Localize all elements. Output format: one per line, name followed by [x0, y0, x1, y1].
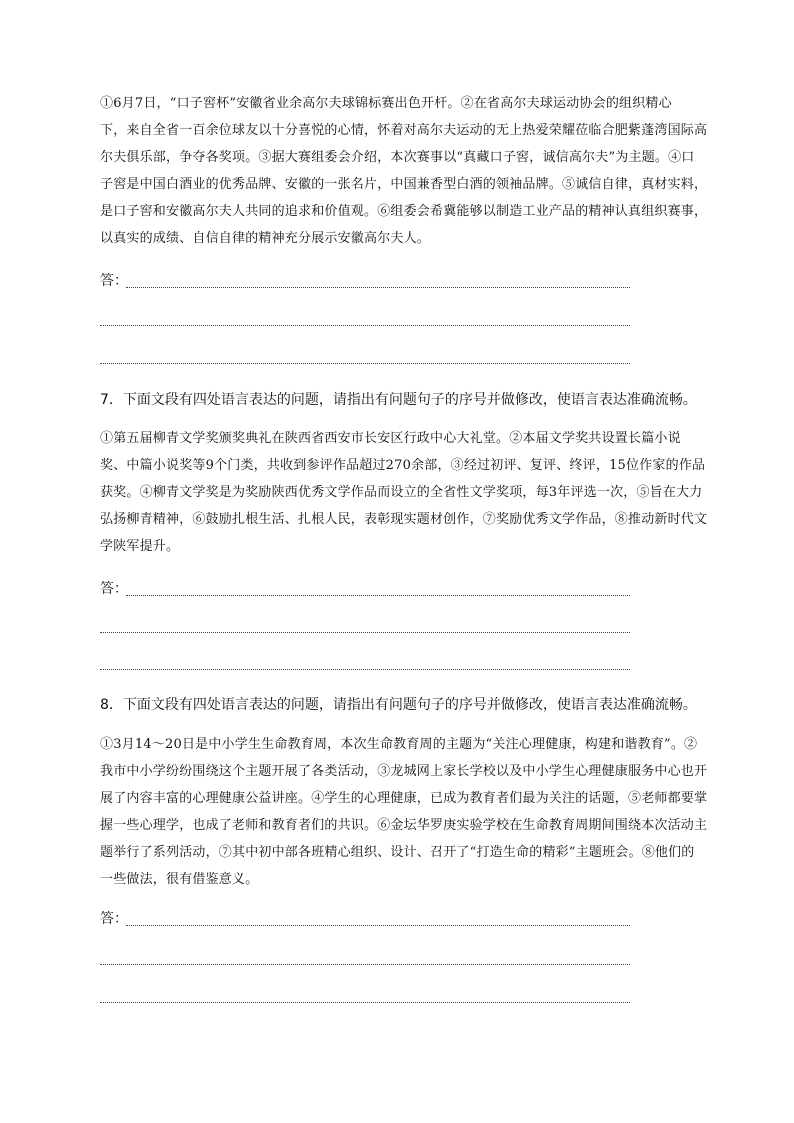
answer-label: 答：: [100, 581, 128, 597]
passage-7: [100, 425, 708, 560]
question-8-prompt: 8．下面文段有四处语言表达的问题，请指出有问题句子的序号并做修改，使语言表达准确流畅。: [100, 697, 697, 713]
passage-line: 子窖是中国白酒业的优秀品牌、安徽的一张名片，中国兼香型白酒的领袖品牌。⑤诚信自律，真材实料，: [100, 177, 708, 192]
answer-line-7-3[interactable]: [100, 654, 630, 670]
passage-line: ①第五届柳青文学奖颁奖典礼在陕西省西安市长安区行政中心大礼堂。②本届文学奖共设置长篇小说: [100, 431, 681, 446]
dotted-line: [126, 595, 630, 596]
passage-line: 奖、中篇小说奖等9个门类，共收到参评作品超过270余部，③经过初评、复评、终评，15位作家的作品: [100, 458, 706, 473]
dotted-line: [100, 363, 630, 364]
answer-line-7-1[interactable]: [100, 580, 630, 596]
passage-line: 学陕军提升。: [100, 539, 180, 554]
answer-label: 答：: [100, 911, 128, 927]
answer-line-8-1[interactable]: [100, 910, 630, 926]
passage-line: 弘扬柳青精神，⑥鼓励扎根生活、扎根人民，表彰现实题材创作，⑦奖励优秀文学作品，⑧推动新时代文: [100, 512, 708, 527]
passage-line: 获奖。④柳青文学奖是为奖励陕西优秀文学作品而设立的全省性文学奖项，每3年评选一次，⑤旨在大力: [100, 485, 703, 500]
dotted-line: [100, 669, 630, 670]
passage-line: 我市中小学纷纷围绕这个主题开展了各类活动，③龙城网上家长学校以及中小学生心理健康服务中心也开: [100, 764, 708, 779]
passage-line: 一些做法，很有借鉴意义。: [100, 872, 259, 887]
passage-line: 以真实的成绩、自信自律的精神充分展示安徽高尔夫人。: [100, 231, 431, 246]
dotted-line: [100, 632, 630, 633]
passage-6: [100, 90, 708, 252]
passage-line: ①6月7日，“口子窖杯”安徽省业余高尔夫球锦标赛出色开杆。②在省高尔夫球运动协会的组织精心: [100, 96, 672, 111]
answer-line-6-3[interactable]: [100, 348, 630, 364]
answer-line-8-3[interactable]: [100, 987, 630, 1003]
passage-line: 握一些心理学，也成了老师和教育者们的共识。⑥金坛华罗庚实验学校在生命教育周期间围绕本次活动主: [100, 818, 708, 833]
dotted-line: [100, 964, 630, 965]
passage-line: 题举行了系列活动，⑦其中初中部各班精心组织、设计、召开了“打造生命的精彩”主题班会。⑧他们的: [100, 845, 695, 860]
question-7-prompt: 7．下面文段有四处语言表达的问题，请指出有问题句子的序号并做修改，使语言表达准确流畅。: [100, 392, 697, 408]
answer-label: 答：: [100, 273, 128, 289]
dotted-line: [126, 925, 630, 926]
passage-line: ①3月14～20日是中小学生生命教育周，本次生命教育周的主题为“关注心理健康，构建和谐教育”。②: [100, 737, 698, 752]
answer-line-6-2[interactable]: [100, 310, 630, 326]
passage-line: 尔夫俱乐部，争夺各奖项。③据大赛组委会介绍，本次赛事以“真藏口子窖，诚信高尔夫”为主题。④口: [100, 150, 695, 165]
answer-line-7-2[interactable]: [100, 617, 630, 633]
dotted-line: [100, 325, 630, 326]
passage-8: [100, 731, 708, 893]
dotted-line: [100, 1002, 630, 1003]
passage-line: 是口子窖和安徽高尔夫人共同的追求和价值观。⑥组委会希冀能够以制造工业产品的精神认真组织赛事，: [100, 204, 708, 219]
passage-line: 展了内容丰富的心理健康公益讲座。④学生的心理健康，已成为教育者们最为关注的话题，⑤老师都要掌: [100, 791, 708, 806]
answer-line-8-2[interactable]: [100, 949, 630, 965]
answer-line-6-1[interactable]: [100, 272, 630, 288]
passage-line: 下，来自全省一百余位球友以十分喜悦的心情，怀着对高尔夫运动的无上热爱荣耀莅临合肥紫蓬湾国际高: [100, 123, 708, 138]
dotted-line: [126, 287, 630, 288]
